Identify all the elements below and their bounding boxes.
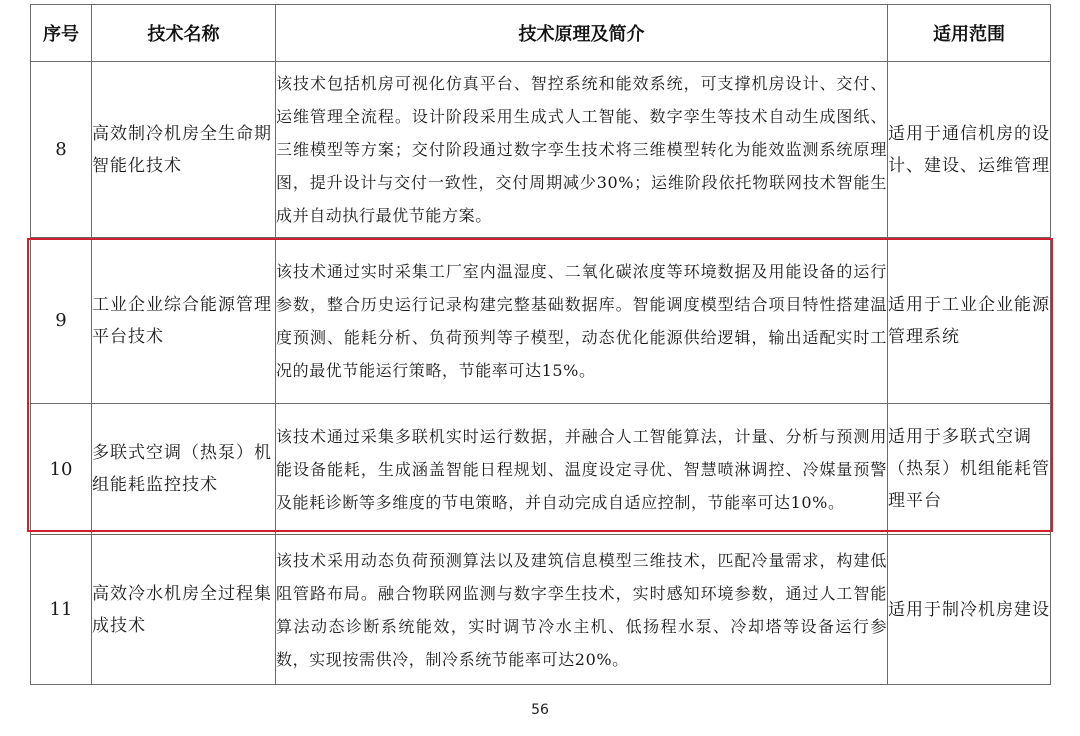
header-tech-name: 技术名称 — [92, 5, 276, 62]
tech-description: 该技术采用动态负荷预测算法以及建筑信息模型三维技术，匹配冷量需求，构建低阻管路布局。融合物联网监测与数字孪生技术，实时感知环境参数，通过人工智能算法动态诊断系统能效，实时调节冷水主机、低扬程水泵、冷却塔等设备运行参数，实现按需供冷，制冷系统节能率可达20%。 — [276, 535, 888, 685]
technology-table — [30, 4, 1051, 685]
row-number: 11 — [31, 535, 92, 685]
table-row — [31, 404, 1051, 535]
page-number: 56 — [531, 702, 549, 718]
tech-scope: 适用于工业企业能源管理系统 — [888, 238, 1051, 404]
row-number: 10 — [31, 404, 92, 535]
header-number: 序号 — [31, 5, 92, 62]
tech-name: 工业企业综合能源管理平台技术 — [92, 238, 276, 404]
tech-scope: 适用于多联式空调（热泵）机组能耗管理平台 — [888, 404, 1051, 535]
tech-description: 该技术包括机房可视化仿真平台、智控系统和能效系统，可支撑机房设计、交付、运维管理全流程。设计阶段采用生成式人工智能、数字孪生等技术自动生成图纸、三维模型等方案；交付阶段通过数字孪生技术将三维模型转化为能效监测系统原理图，提升设计与交付一致性，交付周期减少30%；运维阶段依托物联网技术智能生成并自动执行最优节能方案。 — [276, 62, 888, 238]
tech-scope: 适用于通信机房的设计、建设、运维管理 — [888, 62, 1051, 238]
row-number: 8 — [31, 62, 92, 238]
tech-description: 该技术通过实时采集工厂室内温湿度、二氧化碳浓度等环境数据及用能设备的运行参数，整合历史运行记录构建完整基础数据库。智能调度模型结合项目特性搭建温度预测、能耗分析、负荷预判等子模型，动态优化能源供给逻辑，输出适配实时工况的最优节能运行策略，节能率可达15%。 — [276, 238, 888, 404]
table-row — [31, 535, 1051, 685]
tech-scope: 适用于制冷机房建设 — [888, 535, 1051, 685]
row-number: 9 — [31, 238, 92, 404]
tech-name: 高效制冷机房全生命期智能化技术 — [92, 62, 276, 238]
table-row — [31, 62, 1051, 238]
table-header — [31, 5, 1051, 62]
tech-description: 该技术通过采集多联机实时运行数据，并融合人工智能算法，计量、分析与预测用能设备能耗，生成涵盖智能日程规划、温度设定寻优、智慧喷淋调控、冷媒量预警及能耗诊断等多维度的节电策略，并自动完成自适应控制，节能率可达10%。 — [276, 404, 888, 535]
table-row — [31, 238, 1051, 404]
header-scope: 适用范围 — [888, 5, 1051, 62]
tech-name: 多联式空调（热泵）机组能耗监控技术 — [92, 404, 276, 535]
tech-name: 高效冷水机房全过程集成技术 — [92, 535, 276, 685]
header-tech-description: 技术原理及简介 — [276, 5, 888, 62]
